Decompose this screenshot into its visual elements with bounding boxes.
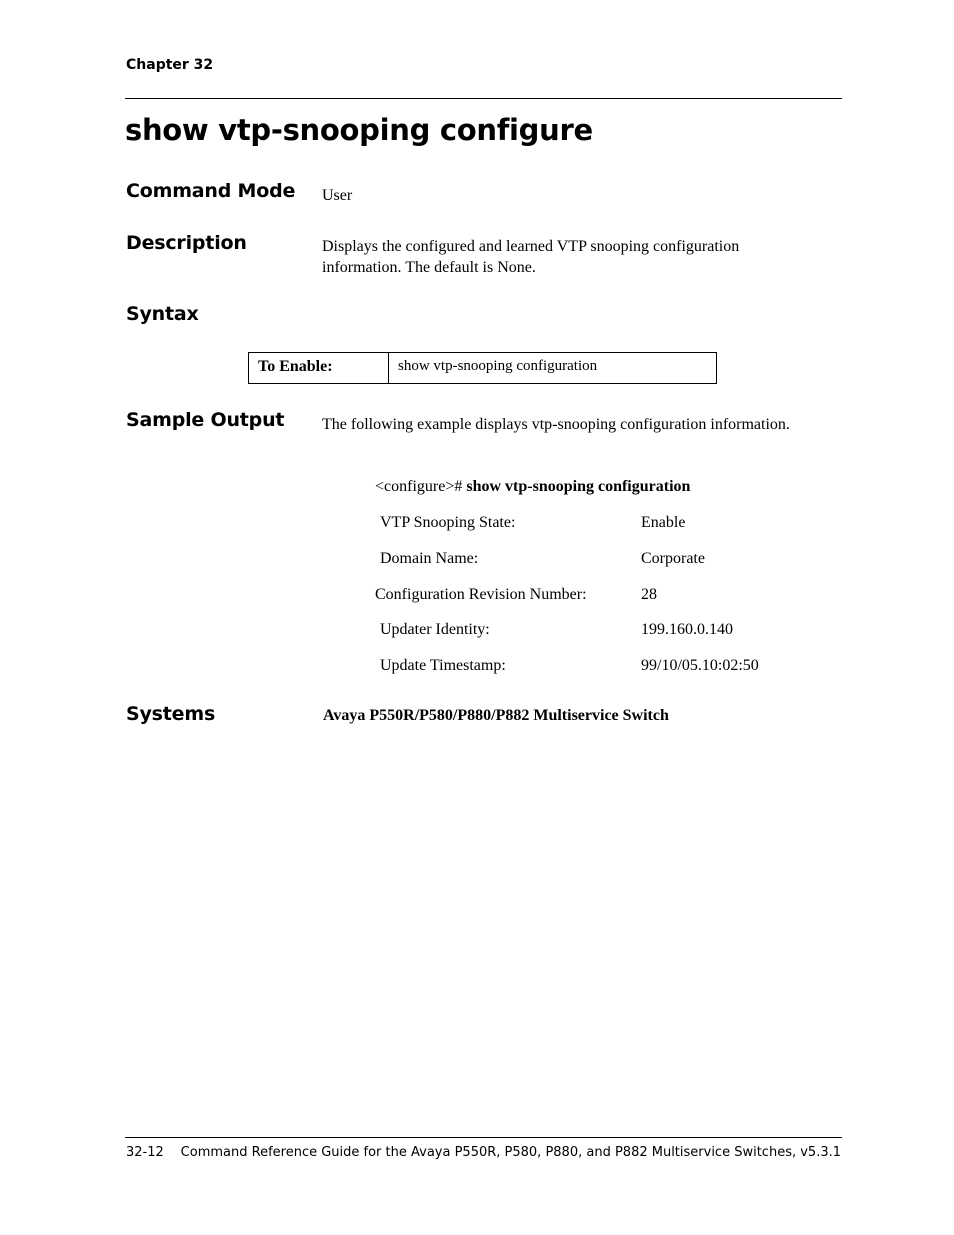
description-heading: Description [126, 232, 247, 254]
systems-heading: Systems [126, 703, 216, 725]
output-row-value: Corporate [641, 550, 705, 567]
output-row-value: Enable [641, 514, 686, 531]
command-mode-heading: Command Mode [126, 180, 296, 202]
sample-output-heading: Sample Output [126, 409, 285, 431]
syntax-table-label: To Enable: [249, 353, 389, 383]
output-row-label: Updater Identity: [380, 621, 490, 638]
footer-guide-title: Command Reference Guide for the Avaya P550R, P580, P880, and P882 Multiservice Switches, v5.3.1 [180, 1145, 841, 1160]
command-prompt: <configure># [375, 478, 463, 495]
output-row-label: VTP Snooping State: [380, 514, 516, 531]
page-title: show vtp-snooping configure [125, 113, 593, 147]
output-row-label: Configuration Revision Number: [375, 586, 587, 603]
output-row-value: 28 [641, 586, 657, 603]
footer-divider [125, 1137, 842, 1138]
page-number: 32-12 [126, 1145, 164, 1160]
chapter-label: Chapter 32 [126, 57, 214, 73]
output-row-label: Domain Name: [380, 550, 479, 567]
output-row-value: 199.160.0.140 [641, 621, 733, 638]
output-row-value: 99/10/05.10:02:50 [641, 657, 759, 674]
command-text: show vtp-snooping configuration [466, 478, 691, 495]
sample-command-line [375, 478, 690, 496]
description-text: Displays the configured and learned VTP snooping configuration information. The default is None. [322, 238, 740, 276]
output-row-label: Update Timestamp: [380, 657, 506, 674]
command-mode-value: User [322, 187, 353, 204]
syntax-table [248, 352, 717, 384]
header-divider [125, 98, 842, 99]
sample-output-intro: The following example displays vtp-snooping configuration information. [322, 416, 790, 433]
systems-value: Avaya P550R/P580/P880/P882 Multiservice Switch [323, 707, 669, 724]
syntax-table-command: show vtp-snooping configuration [398, 358, 598, 374]
syntax-heading: Syntax [126, 303, 199, 325]
